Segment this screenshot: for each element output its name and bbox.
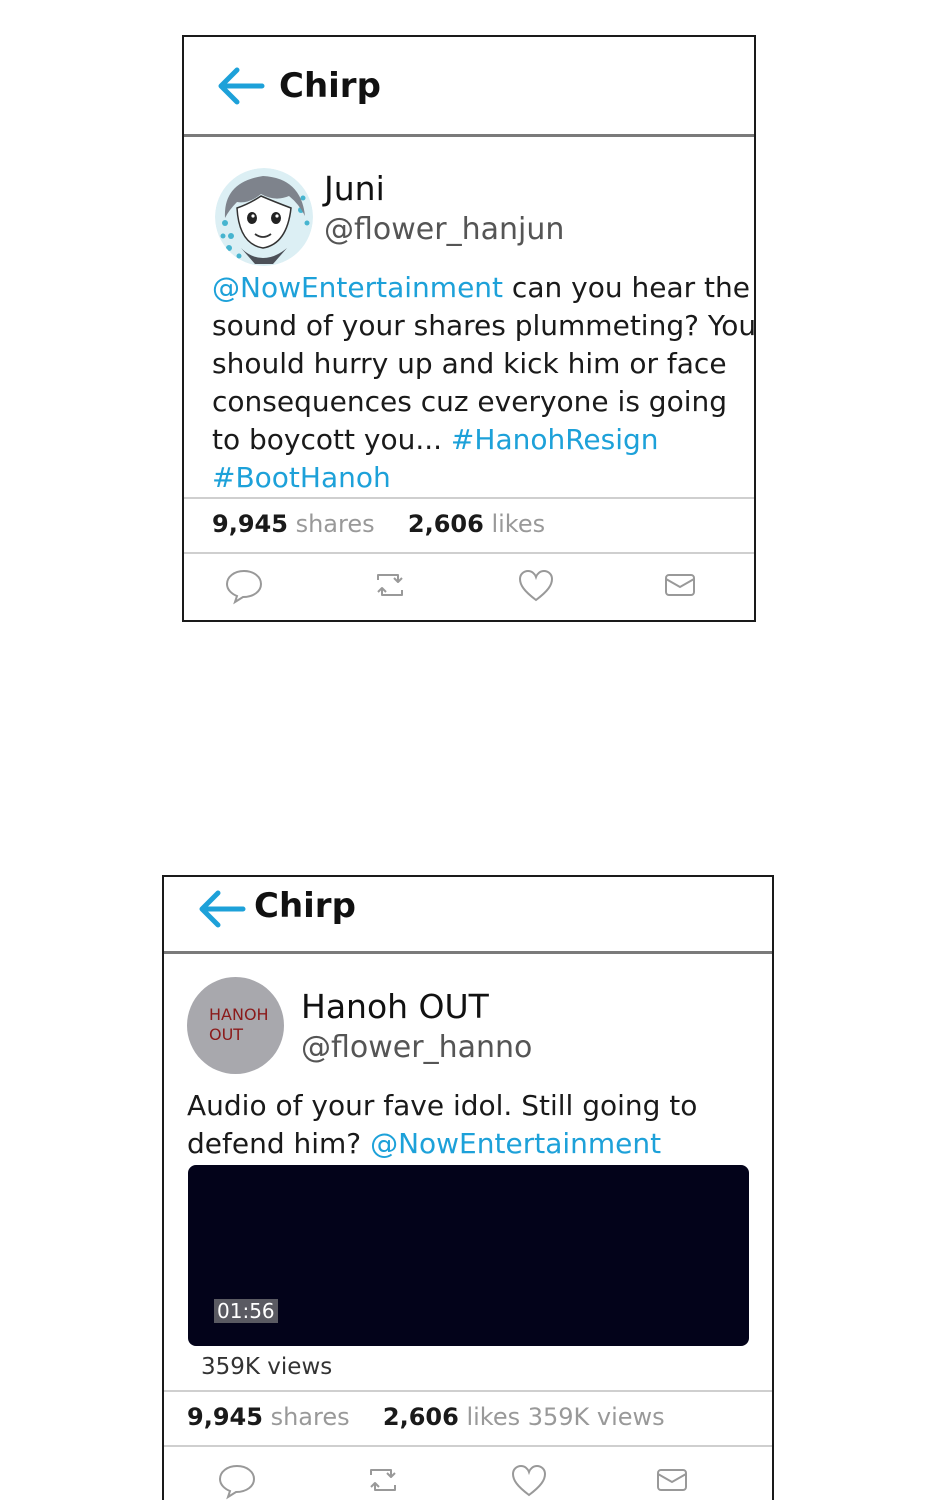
body-line: consequences cuz everyone is going — [212, 385, 728, 418]
body-line: Audio of your fave idol. Still going to — [187, 1089, 698, 1122]
shares-label: shares — [270, 1403, 350, 1431]
shares-label: shares — [295, 510, 375, 538]
action-bar — [184, 557, 754, 617]
action-bar — [164, 1452, 772, 1500]
mention-link[interactable]: @NowEntertainment — [370, 1127, 662, 1160]
body-line: to boycott you... — [212, 423, 451, 456]
retweet-icon[interactable] — [363, 1460, 403, 1500]
message-icon[interactable] — [660, 565, 700, 605]
video-views: 359K views — [201, 1354, 333, 1380]
post-stats — [164, 1390, 772, 1447]
post-body — [212, 269, 756, 497]
video-duration: 01:56 — [214, 1299, 278, 1323]
user-handle[interactable]: @flower_hanjun — [324, 212, 565, 247]
chirp-post-card — [182, 35, 756, 622]
mention-link[interactable]: @NowEntertainment — [212, 271, 504, 304]
shares-count: 9,945 — [212, 510, 288, 538]
body-line: should hurry up and kick him or face — [212, 347, 727, 380]
body-line: sound of your shares plummeting? You — [212, 309, 757, 342]
shares-count: 9,945 — [187, 1403, 263, 1431]
display-name: Juni — [324, 169, 385, 208]
likes-count: 2,606 — [407, 510, 484, 538]
app-header — [164, 877, 772, 954]
app-header — [184, 37, 754, 137]
views-label: 359K views — [527, 1403, 665, 1431]
hashtag-link[interactable]: #HanohResign — [450, 423, 659, 456]
avatar[interactable] — [215, 168, 313, 266]
video-player[interactable] — [188, 1165, 749, 1346]
reply-icon[interactable] — [224, 565, 264, 605]
heart-icon[interactable] — [509, 1460, 549, 1500]
body-line: can you hear the — [503, 271, 750, 304]
display-name: Hanoh OUT — [301, 987, 489, 1026]
likes-count: 2,606 — [382, 1403, 459, 1431]
user-handle[interactable]: @flower_hanno — [301, 1030, 533, 1065]
likes-label: likes — [491, 510, 546, 538]
body-line: defend him? — [187, 1127, 371, 1160]
likes-label: likes — [466, 1403, 521, 1431]
app-title: Chirp — [254, 886, 356, 926]
back-arrow-icon[interactable] — [216, 65, 266, 107]
hashtag-link[interactable]: #BootHanoh — [212, 461, 391, 494]
back-arrow-icon[interactable] — [197, 888, 247, 930]
heart-icon[interactable] — [516, 565, 556, 605]
avatar[interactable] — [187, 977, 284, 1074]
post-stats — [184, 497, 754, 554]
post-body — [187, 1087, 697, 1163]
app-title: Chirp — [279, 66, 381, 106]
retweet-icon[interactable] — [370, 565, 410, 605]
message-icon[interactable] — [652, 1460, 692, 1500]
chirp-post-card — [162, 875, 774, 1500]
reply-icon[interactable] — [217, 1460, 257, 1500]
avatar-text: HANOH OUT — [209, 1005, 269, 1044]
